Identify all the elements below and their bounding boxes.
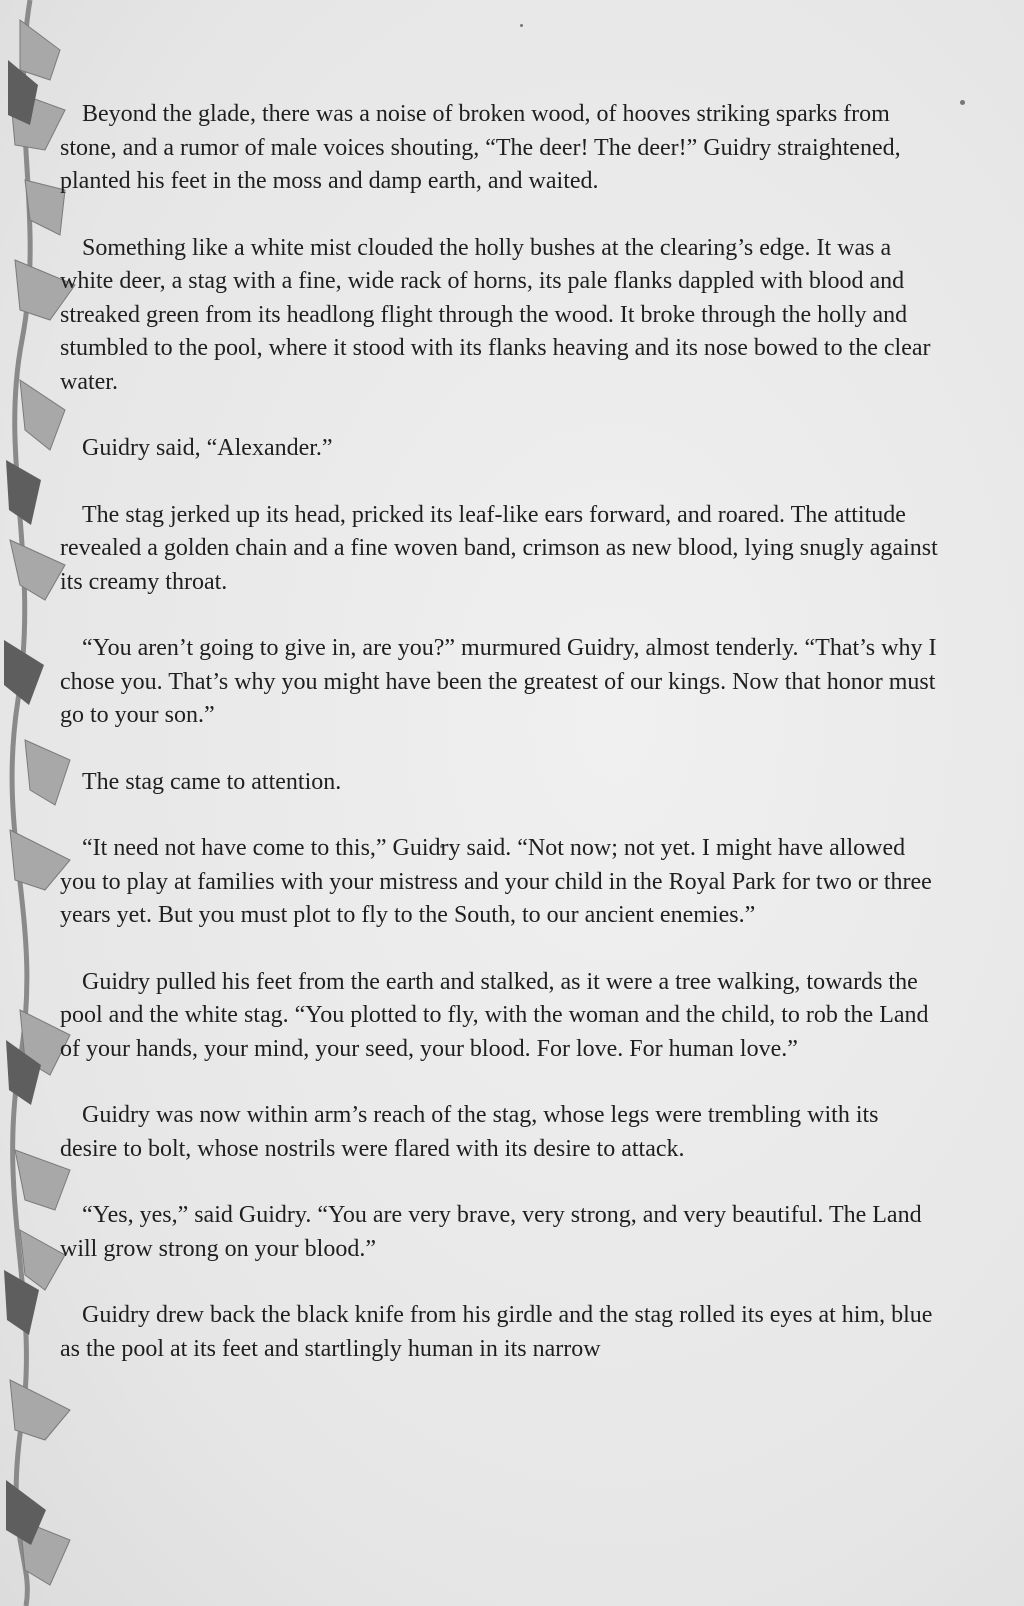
paragraph: Guidry said, “Alexander.” [82, 435, 333, 461]
paragraph: Guidry was now within arm’s reach of the stag, whose legs were trembling with its desire to bolt, whose nostrils were flared with its desire to attack. [60, 1102, 879, 1162]
paragraph: Beyond the glade, there was a noise of broken wood, of hooves striking sparks from stone, and a rumor of male voices shouting, “The deer! The deer!” Guidry straightened, planted his feet in the moss and damp earth, and waited. [60, 101, 901, 194]
paragraph: “It need not have come to this,” Guidry said. “Not now; not yet. I might have allowed you to play at families with your mistress and your child in the Royal Park for two or three years yet. But you must plot to fly to the South, to our ancient enemies.” [60, 835, 932, 928]
paragraph: Something like a white mist clouded the holly bushes at the clearing’s edge. It was a white deer, a stag with a fine, wide rack of horns, its pale flanks dappled with blood and streaked green from its headlong flight through the wood. It broke through the holly and stumbled to the pool, where it stood with its flanks heaving and its nose bowed to the clear water. [60, 234, 931, 395]
paper-speck [960, 100, 965, 105]
body-text [60, 98, 940, 1366]
paragraph: The stag jerked up its head, pricked its leaf-like ears forward, and roared. The attitude revealed a golden chain and a fine woven band, crimson as new blood, lying snugly against its creamy throat. [60, 501, 938, 595]
paragraph: “Yes, yes,” said Guidry. “You are very brave, very strong, and very beautiful. The Land will grow strong on your blood.” [60, 1202, 922, 1262]
paragraph: The stag came to attention. [82, 768, 342, 795]
paragraph: Guidry drew back the black knife from his girdle and the stag rolled its eyes at him, blue as the pool at its feet and startlingly human in its narrow [60, 1302, 933, 1362]
paragraph: Guidry pulled his feet from the earth and stalked, as it were a tree walking, towards the pool and the white stag. “You plotted to fly, with the woman and the child, to rob the Land of your hands, your mind, your seed, your blood. For love. For human love.” [60, 968, 929, 1062]
paragraph: “You aren’t going to give in, are you?” murmured Guidry, almost tenderly. “That’s why I chose you. That’s why you might have been the greatest of our kings. Now that honor must go to your son.” [60, 635, 937, 728]
paper-speck [520, 24, 523, 27]
